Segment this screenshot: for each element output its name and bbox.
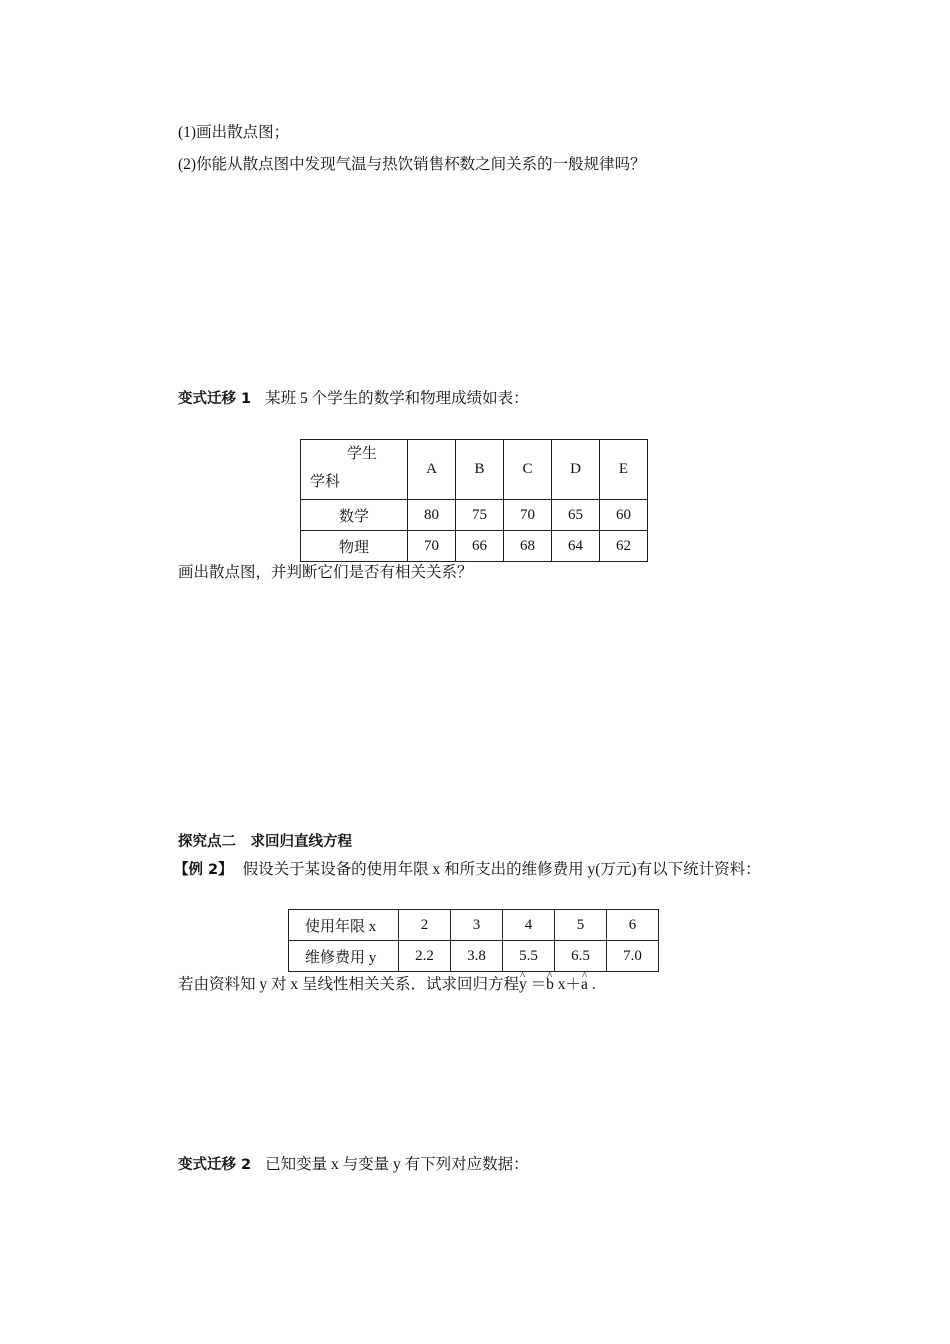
variant-1-line: [178, 389, 529, 409]
table-row-cost: [289, 941, 659, 972]
y-hat: ^ y: [519, 975, 527, 995]
years-label: 使用年限 x: [289, 910, 399, 941]
table-cell: 65: [552, 500, 600, 531]
header-subject: 学科: [310, 474, 341, 490]
example-2-line: [174, 860, 761, 880]
table-cell: 7.0: [607, 941, 659, 972]
header-student: 学生: [347, 446, 378, 462]
student-d: D: [552, 440, 600, 500]
example-2-question: [178, 975, 596, 995]
question-2: (2)你能从散点图中发现气温与热饮销售杯数之间关系的一般规律吗？: [178, 156, 646, 173]
table-cell: 70: [504, 500, 552, 531]
table-cell: 6: [607, 910, 659, 941]
table-cell: 75: [456, 500, 504, 531]
table-cell: 66: [456, 531, 504, 562]
table-cell: 6.5: [555, 941, 607, 972]
variant-1-label: 变式迁移 1: [178, 391, 252, 407]
diagonal-header-cell: [301, 440, 408, 500]
variant-2-label: 变式迁移 2: [178, 1157, 252, 1173]
period: .: [591, 976, 596, 993]
variant-1-question: 画出散点图，并判断它们是否有相关关系？: [178, 564, 473, 581]
equals-sign: ＝: [530, 976, 547, 993]
variant-1-text: 某班 5 个学生的数学和物理成绩如表：: [265, 390, 529, 407]
table-cell: 2: [399, 910, 451, 941]
student-e: E: [600, 440, 648, 500]
maintenance-table: [288, 909, 659, 972]
variant-2-line: [178, 1155, 529, 1175]
table-cell: 68: [504, 531, 552, 562]
table-cell: 3.8: [451, 941, 503, 972]
example-2-text: 假设关于某设备的使用年限 x 和所支出的维修费用 y(万元)有以下统计资料：: [242, 861, 761, 878]
student-b: B: [456, 440, 504, 500]
cost-label: 维修费用 y: [289, 941, 399, 972]
table-row-math: [301, 500, 648, 531]
student-a: A: [408, 440, 456, 500]
table-cell: 4: [503, 910, 555, 941]
table-cell: 3: [451, 910, 503, 941]
section-2-title: 探究点二 求回归直线方程: [178, 834, 352, 850]
table-cell: 64: [552, 531, 600, 562]
table-cell: 70: [408, 531, 456, 562]
table-cell: 2.2: [399, 941, 451, 972]
b-hat: ^ b: [546, 975, 554, 995]
scores-table: [300, 439, 648, 562]
variant-2-text: 已知变量 x 与变量 y 有下列对应数据：: [265, 1156, 529, 1173]
table-header-row: [301, 440, 648, 500]
table-cell: 60: [600, 500, 648, 531]
question-1: (1)画出散点图；: [178, 124, 290, 141]
table-row-physics: [301, 531, 648, 562]
subject-math: 数学: [301, 500, 408, 531]
subject-physics: 物理: [301, 531, 408, 562]
table-cell: 5: [555, 910, 607, 941]
question-prefix: 若由资料知 y 对 x 呈线性相关关系．试求回归方程: [178, 976, 520, 993]
x-plus: x＋: [557, 976, 582, 993]
student-c: C: [504, 440, 552, 500]
table-row-years: [289, 910, 659, 941]
table-cell: 80: [408, 500, 456, 531]
table-cell: 5.5: [503, 941, 555, 972]
a-hat: ^ a: [581, 975, 588, 995]
example-2-label: 【例 2】: [174, 862, 233, 878]
table-cell: 62: [600, 531, 648, 562]
